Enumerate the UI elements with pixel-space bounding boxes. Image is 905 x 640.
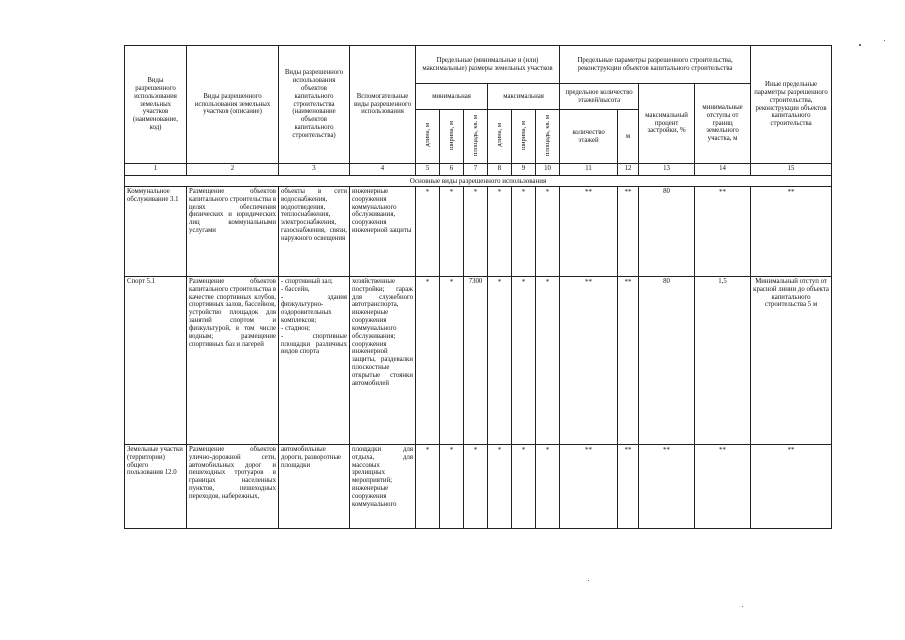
header-min-length: длина, м [416,110,440,164]
table-row [125,277,832,445]
header-construction-params: Предельные параметры разрешенного строительства, реконструкции объектов капитального строительства [560,46,751,84]
header-minimum: минимальная [416,84,488,110]
cell-max-width: * [512,187,536,277]
cell-min-setback: 1,5 [695,277,751,445]
header-capital-objects: Виды разрешенного использования объектов капитального строительства (наименование объектов капитального строительства) [279,46,350,164]
cell-land-use-name: Спорт 5.1 [125,277,187,445]
cell-min-area: * [464,445,488,529]
column-number: 8 [488,164,512,176]
column-number: 11 [560,164,618,176]
header-max-width: ширина, м [512,110,536,164]
header-meters: м [618,110,639,164]
cell-land-use-name: Земельные участки (территории) общего пользования 12.0 [125,445,187,529]
cell-other-params: Минимальный отступ от красной линии до объекта капитального строительства 5 м [751,277,832,445]
header-min-area: площадь, кв. м [464,110,488,164]
cell-min-width: * [440,445,464,529]
cell-floors: ** [560,277,618,445]
cell-capital-objects [279,277,350,445]
cell-meters: ** [618,445,639,529]
header-maximum: максимальная [488,84,560,110]
column-number: 1 [125,164,187,176]
cell-min-area: * [464,187,488,277]
scan-speck [588,580,589,581]
cell-max-percent: ** [639,445,695,529]
cell-max-length: * [488,187,512,277]
column-number: 14 [695,164,751,176]
column-number: 9 [512,164,536,176]
cell-land-use-description: Размещение объектов улично-дорожной сети, автомобильных дорог и пешеходных тротуаров в границах населенных пунктов, пешеходных переходов, набережных, [187,445,279,529]
header-auxiliary-uses: Вспомогательные виды разрешенного использования [350,46,416,164]
column-numbers-row [125,164,832,176]
cell-min-width: * [440,277,464,445]
header-floors: количество этажей [560,110,618,164]
cell-floors: ** [560,445,618,529]
table-row [125,187,832,277]
header-row-1 [125,46,832,84]
cell-min-width: * [440,187,464,277]
cell-min-setback: ** [695,187,751,277]
cell-max-area: * [536,445,560,529]
cell-min-length: * [416,445,440,529]
cell-min-area: 7300 [464,277,488,445]
cell-max-length: * [488,277,512,445]
scan-speck [742,606,743,607]
cell-max-length: * [488,445,512,529]
header-max-length: длина, м [488,110,512,164]
object-list-item: - бассейн, [281,285,310,293]
cell-capital-objects: автомобильные дороги, разворотные площадки [279,445,350,529]
column-number: 3 [279,164,350,176]
cell-min-length: * [416,277,440,445]
cell-max-width: * [512,277,536,445]
cell-max-percent: 80 [639,277,695,445]
object-list-item: - спортивные площадки различных видов спорта [281,332,347,356]
regulation-table [124,45,832,529]
cell-other-params: ** [751,187,832,277]
table-row [125,445,832,529]
header-max-area: площадь, кв. м [536,110,560,164]
column-number: 7 [464,164,488,176]
column-number: 15 [751,164,832,176]
column-number: 6 [440,164,464,176]
header-land-use-name: Виды разрешенного использования земельных участков (наименование, код) [125,46,187,164]
object-list-item: - стадион; [281,324,311,332]
cell-auxiliary-uses: инженерные сооружения коммунального обслуживания, сооружения инженерной защиты [350,187,416,277]
cell-max-percent: 80 [639,187,695,277]
cell-auxiliary-uses: хозяйственные постройки; гараж для служебного автотранспорта, инженерные сооружения коммунального обслуживания; сооружения инженерной защиты, раздевалки плоскостные открытые стоянки автомобилей [350,277,416,445]
cell-meters: ** [618,187,639,277]
cell-land-use-description: Размещение объектов капитального строительства в целях обеспечения физических и юридических лиц коммунальными услугами [187,187,279,277]
header-min-width: ширина, м [440,110,464,164]
section-title: Основные виды разрешенного использования [125,176,832,187]
cell-capital-objects: объекты в сети водоснабжения, водоотведения, теплоснабжения, электроснабжения, газоснабжения, связи, наружного освещения [279,187,350,277]
column-number: 2 [187,164,279,176]
column-number: 13 [639,164,695,176]
header-max-percent: максимальный процент застройки, % [639,84,695,164]
scan-speck [859,44,861,46]
object-list-item: - здания физкультурно-оздоровительных комплексов; [281,293,347,325]
column-number: 12 [618,164,639,176]
header-height-limit: предельное количество этажей/высота [560,84,639,110]
cell-land-use-name: Коммунальное обслуживание 3.1 [125,187,187,277]
object-list-item: - спортивный зал; [281,278,333,286]
column-number: 5 [416,164,440,176]
cell-min-length: * [416,187,440,277]
cell-land-use-description: Размещение объектов капитального строительства в качестве спортивных клубов, спортивных залов, бассейнов, устройство площадок для занятий спортом и физкультурой, в том числе водным; размещение спортивных баз и лагерей [187,277,279,445]
cell-floors: ** [560,187,618,277]
header-plot-sizes: Предельные (минимальные и (или) максимальные) размеры земельных участков [416,46,560,84]
cell-other-params: ** [751,445,832,529]
scan-speck [884,40,885,41]
column-number: 4 [350,164,416,176]
cell-max-area: * [536,187,560,277]
cell-min-setback: ** [695,445,751,529]
header-other-params: Иные предельные параметры разрешенного строительства, реконструкции объектов капитального строительства [751,46,832,164]
cell-meters: ** [618,277,639,445]
column-number: 10 [536,164,560,176]
cell-auxiliary-uses: площадки для отдыха, для массовых зрелищных мероприятий; инженерные сооружения коммунального [350,445,416,529]
section-title-row [125,176,832,187]
header-min-setback: минимальные отступы от границ земельного участка, м [695,84,751,164]
cell-max-width: * [512,445,536,529]
cell-max-area: * [536,277,560,445]
header-land-use-description: Виды разрешенного использования земельных участков (описание) [187,46,279,164]
